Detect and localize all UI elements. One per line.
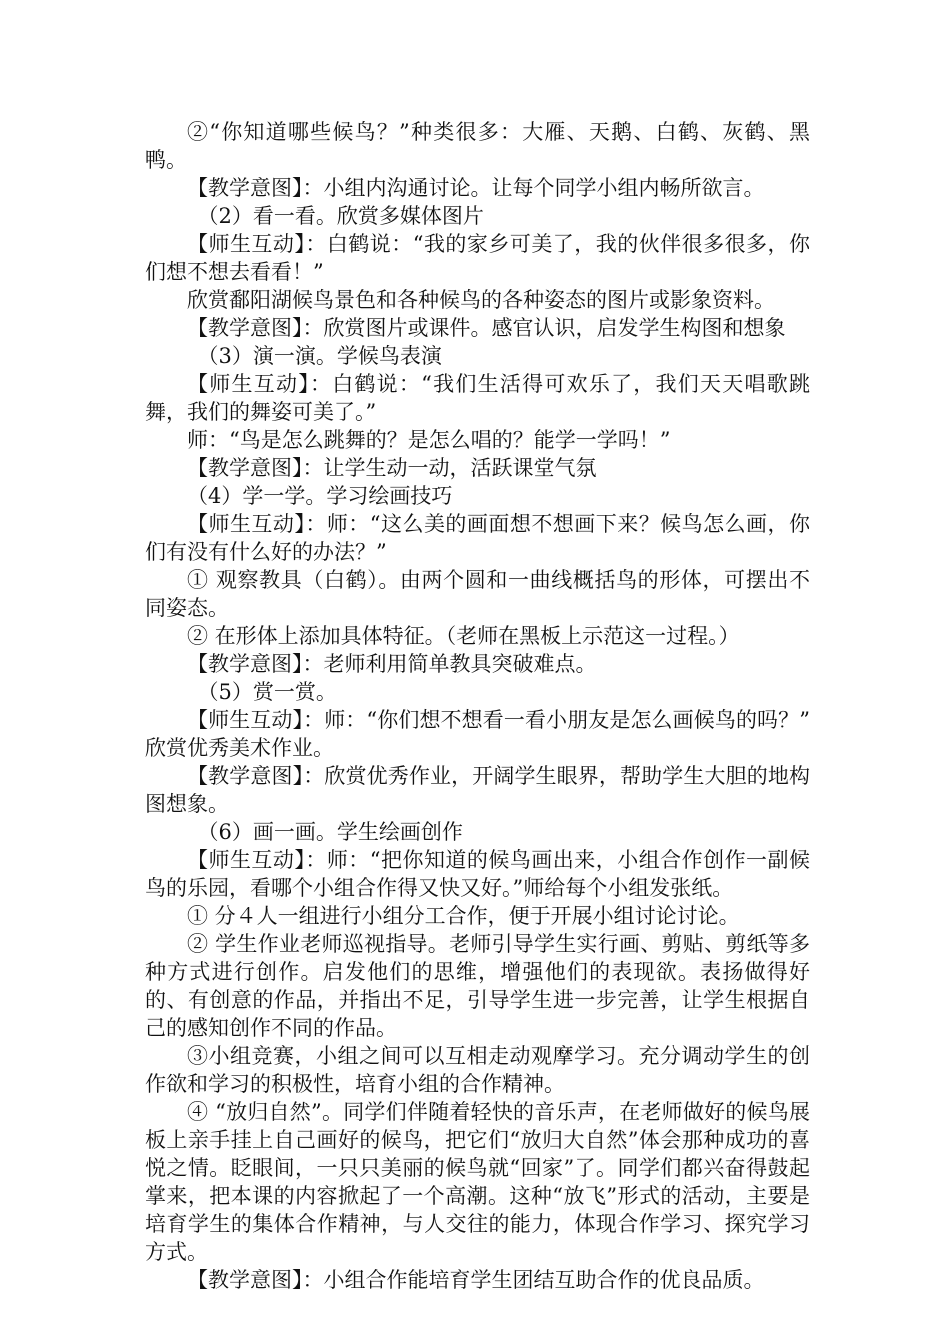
- paragraph-text: 欣赏鄱阳湖候鸟景色和各种候鸟的各种姿态的图片或影象资料。: [187, 288, 775, 312]
- paragraph-tag: 【教学意图】: [187, 652, 303, 676]
- paragraph: [145, 678, 810, 706]
- paragraph-text: ②“你知道哪些候鸟？”种类很多：大雁、天鹅、白鹤、灰鹤、黑鸭。: [145, 120, 810, 172]
- paragraph: [145, 482, 810, 510]
- paragraph-tag: 【师生互动】: [187, 708, 304, 732]
- paragraph-text: ② 在形体上添加具体特征。（老师在黑板上示范这一过程。）: [187, 624, 740, 648]
- paragraph: [145, 1266, 810, 1294]
- paragraph: [145, 174, 810, 202]
- paragraph-text: ：让学生动一动，活跃课堂气氛: [302, 456, 597, 480]
- paragraph-tag: 【师生互动】: [187, 372, 310, 396]
- paragraph-text: （5）赏一赏。: [197, 680, 337, 704]
- paragraph: [145, 650, 810, 678]
- paragraph-tag: 【教学意图】: [187, 176, 303, 200]
- document-body: [145, 118, 810, 1294]
- paragraph-tag: 【教学意图】: [187, 456, 303, 480]
- paragraph-text: ：师：“把你知道的候鸟画出来，小组合作创作一副候鸟的乐园，看哪个小组合作得又快又好。”师给每个小组发张纸。: [145, 848, 811, 900]
- paragraph: [145, 426, 810, 454]
- paragraph-tag: 【教学意图】: [187, 764, 304, 788]
- paragraph: [145, 566, 810, 622]
- paragraph: [145, 1098, 810, 1266]
- paragraph: [145, 1042, 810, 1098]
- paragraph: [145, 454, 810, 482]
- paragraph-tag: 【师生互动】: [187, 232, 306, 256]
- paragraph: [145, 510, 810, 566]
- paragraph-text: 师：“鸟是怎么跳舞的？是怎么唱的？能学一学吗！”: [187, 428, 671, 452]
- paragraph: [145, 202, 810, 230]
- paragraph-text: ：白鹤说：“我的家乡可美了，我的伙伴很多很多，你们想不想去看看！”: [145, 232, 811, 284]
- paragraph-text: （6）画一画。学生绘画创作: [197, 820, 463, 844]
- paragraph-text: （3）演一演。学候鸟表演: [197, 344, 442, 368]
- paragraph: [145, 342, 810, 370]
- paragraph: [145, 818, 810, 846]
- paragraph: [145, 930, 810, 1042]
- paragraph: [145, 902, 810, 930]
- paragraph: [145, 846, 810, 902]
- paragraph-text: ：师：“这么美的画面想不想画下来？候鸟怎么画，你们有没有什么好的办法？”: [145, 512, 811, 564]
- paragraph-tag: 【师生互动】: [187, 848, 306, 872]
- paragraph: [145, 230, 810, 286]
- paragraph: [145, 286, 810, 314]
- paragraph-text: ② 学生作业老师巡视指导。老师引导学生实行画、剪贴、剪纸等多种方式进行创作。启发他们的思维，增强他们的表现欲。表扬做得好的、有创意的作品，并指出不足，引导学生进一步完善，让学生根据自己的感知创作不同的作品。: [145, 932, 810, 1040]
- paragraph-text: ：欣赏优秀作业，开阔学生眼界，帮助学生大胆的地构图想象。: [145, 764, 811, 816]
- paragraph-text: ：小组内沟通讨论。让每个同学小组内畅所欲言。: [302, 176, 765, 200]
- paragraph: [145, 118, 810, 174]
- paragraph: [145, 762, 810, 818]
- paragraph: [145, 622, 810, 650]
- paragraph-tag: 【教学意图】: [187, 1268, 303, 1292]
- paragraph-text: ：白鹤说：“我们生活得可欢乐了，我们天天唱歌跳舞，我们的舞姿可美了。”: [145, 372, 811, 424]
- paragraph: [145, 370, 810, 426]
- paragraph-text: （2）看一看。欣赏多媒体图片: [197, 204, 484, 228]
- paragraph-tag: 【教学意图】: [187, 316, 303, 340]
- paragraph-text: ：小组合作能培育学生团结互助合作的优良品质。: [302, 1268, 765, 1292]
- paragraph: [145, 706, 810, 762]
- paragraph-text: ③小组竞赛，小组之间可以互相走动观摩学习。充分调动学生的创作欲和学习的积极性，培育小组的合作精神。: [145, 1044, 810, 1096]
- paragraph-text: ：欣赏图片或课件。感官认识，启发学生构图和想象: [302, 316, 786, 340]
- paragraph-text: ① 观察教具（白鹤）。由两个圆和一曲线概括鸟的形体，可摆出不同姿态。: [145, 568, 810, 620]
- paragraph-tag: 【师生互动】: [187, 512, 306, 536]
- paragraph-text: （4）学一学。学习绘画技巧: [187, 484, 453, 508]
- paragraph-text: ：老师利用简单教具突破难点。: [302, 652, 597, 676]
- paragraph-text: ① 分４人一组进行小组分工合作，便于开展小组讨论讨论。: [187, 904, 740, 928]
- paragraph-text: ：师：“你们想不想看一看小朋友是怎么画候鸟的吗？” 欣赏优秀美术作业。: [145, 708, 810, 760]
- paragraph-text: ④ “放归自然”。同学们伴随着轻快的音乐声，在老师做好的候鸟展板上亲手挂上自己画好的候鸟，把它们“放归大自然”体会那种成功的喜悦之情。眨眼间，一只只美丽的候鸟就“回家”了。同学们都兴奋得鼓起掌来，把本课的内容掀起了一个高潮。这种“放飞”形式的活动，主要是培育学生的集体合作精神，与人交往的能力，体现合作学习、探究学习方式。: [145, 1100, 810, 1264]
- paragraph: [145, 314, 810, 342]
